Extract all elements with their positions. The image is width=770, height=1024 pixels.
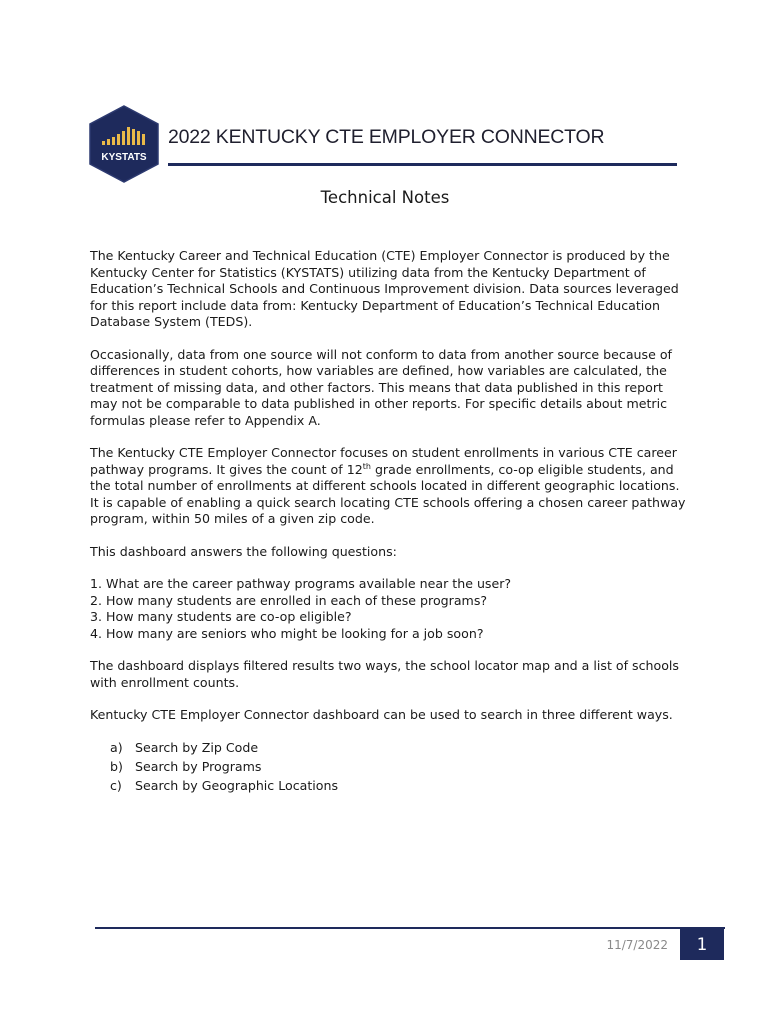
list-text: Search by Zip Code xyxy=(135,739,259,755)
list-label: c) xyxy=(110,777,122,793)
list-label: a) xyxy=(110,739,123,755)
footer-rule xyxy=(95,927,725,929)
paragraph-focus xyxy=(90,445,690,528)
paragraph-questions-intro: This dashboard answers the following questions: xyxy=(90,543,397,559)
paragraph-intro: The Kentucky Career and Technical Education (CTE) Employer Connector is produced by the Kentucky Center for Statistics (KYSTATS) utilizing data from the Kentucky Department of Education’s Technical Schools and Continuous Improvement division. Data sources leveraged for this report include data from: Kentucky Department of Education’s Technical Education Database System (TEDS). xyxy=(90,248,679,329)
list-label: b) xyxy=(110,758,123,774)
subtitle-text: Technical Notes xyxy=(320,188,450,207)
search-way-item xyxy=(110,778,690,795)
title-underline xyxy=(168,163,677,166)
search-ways-list xyxy=(90,740,690,795)
paragraph-search-intro: Kentucky CTE Employer Connector dashboard can be used to search in three different ways. xyxy=(90,707,673,722)
footer-date: 11/7/2022 xyxy=(606,938,668,952)
questions-list xyxy=(90,576,690,642)
list-text: Search by Programs xyxy=(135,758,262,774)
list-text: Search by Geographic Locations xyxy=(135,777,339,793)
page-subtitle xyxy=(0,188,770,207)
paragraph-data-caveat: Occasionally, data from one source will not conform to data from another source because of differences in student cohorts, how variables are defined, how variables are calculated, the treatment of missing data, and other factors. This means that data published in this report may not be comparable to data published in other reports. For specific details about metric formulas please refer to Appendix A. xyxy=(90,346,672,428)
question-item: 1. What are the career pathway programs available near the user? xyxy=(90,576,512,591)
page-title: 2022 KENTUCKY CTE EMPLOYER CONNECTOR xyxy=(168,126,605,148)
question-item: 4. How many are seniors who might be looking for a job soon? xyxy=(90,625,484,641)
ordinal-superscript: th xyxy=(362,461,371,471)
search-way-item xyxy=(110,759,690,776)
logo-text: KYSTATS xyxy=(101,152,147,163)
paragraph-focus-start: The Kentucky CTE Employer Connector focuses on student enrollments in various CTE career pathway programs. It gives the count of 12 xyxy=(90,445,677,477)
paragraph-display: The dashboard displays filtered results two ways, the school locator map and a list of schools with enrollment counts. xyxy=(90,658,679,690)
search-way-item xyxy=(110,740,690,757)
kystats-logo xyxy=(88,104,160,184)
question-item: 2. How many students are enrolled in each of these programs? xyxy=(90,592,488,608)
question-item: 3. How many students are co-op eligible? xyxy=(90,609,352,624)
document-body xyxy=(90,248,690,797)
page-number: 1 xyxy=(680,928,724,960)
paragraph-focus-end: grade enrollments, co-op eligible students, and the total number of enrollments at different schools located in different geographic locations. It is capable of enabling a quick search locating CTE schools offering a chosen career pathway program, within 50 miles of a given zip code. xyxy=(90,461,686,526)
